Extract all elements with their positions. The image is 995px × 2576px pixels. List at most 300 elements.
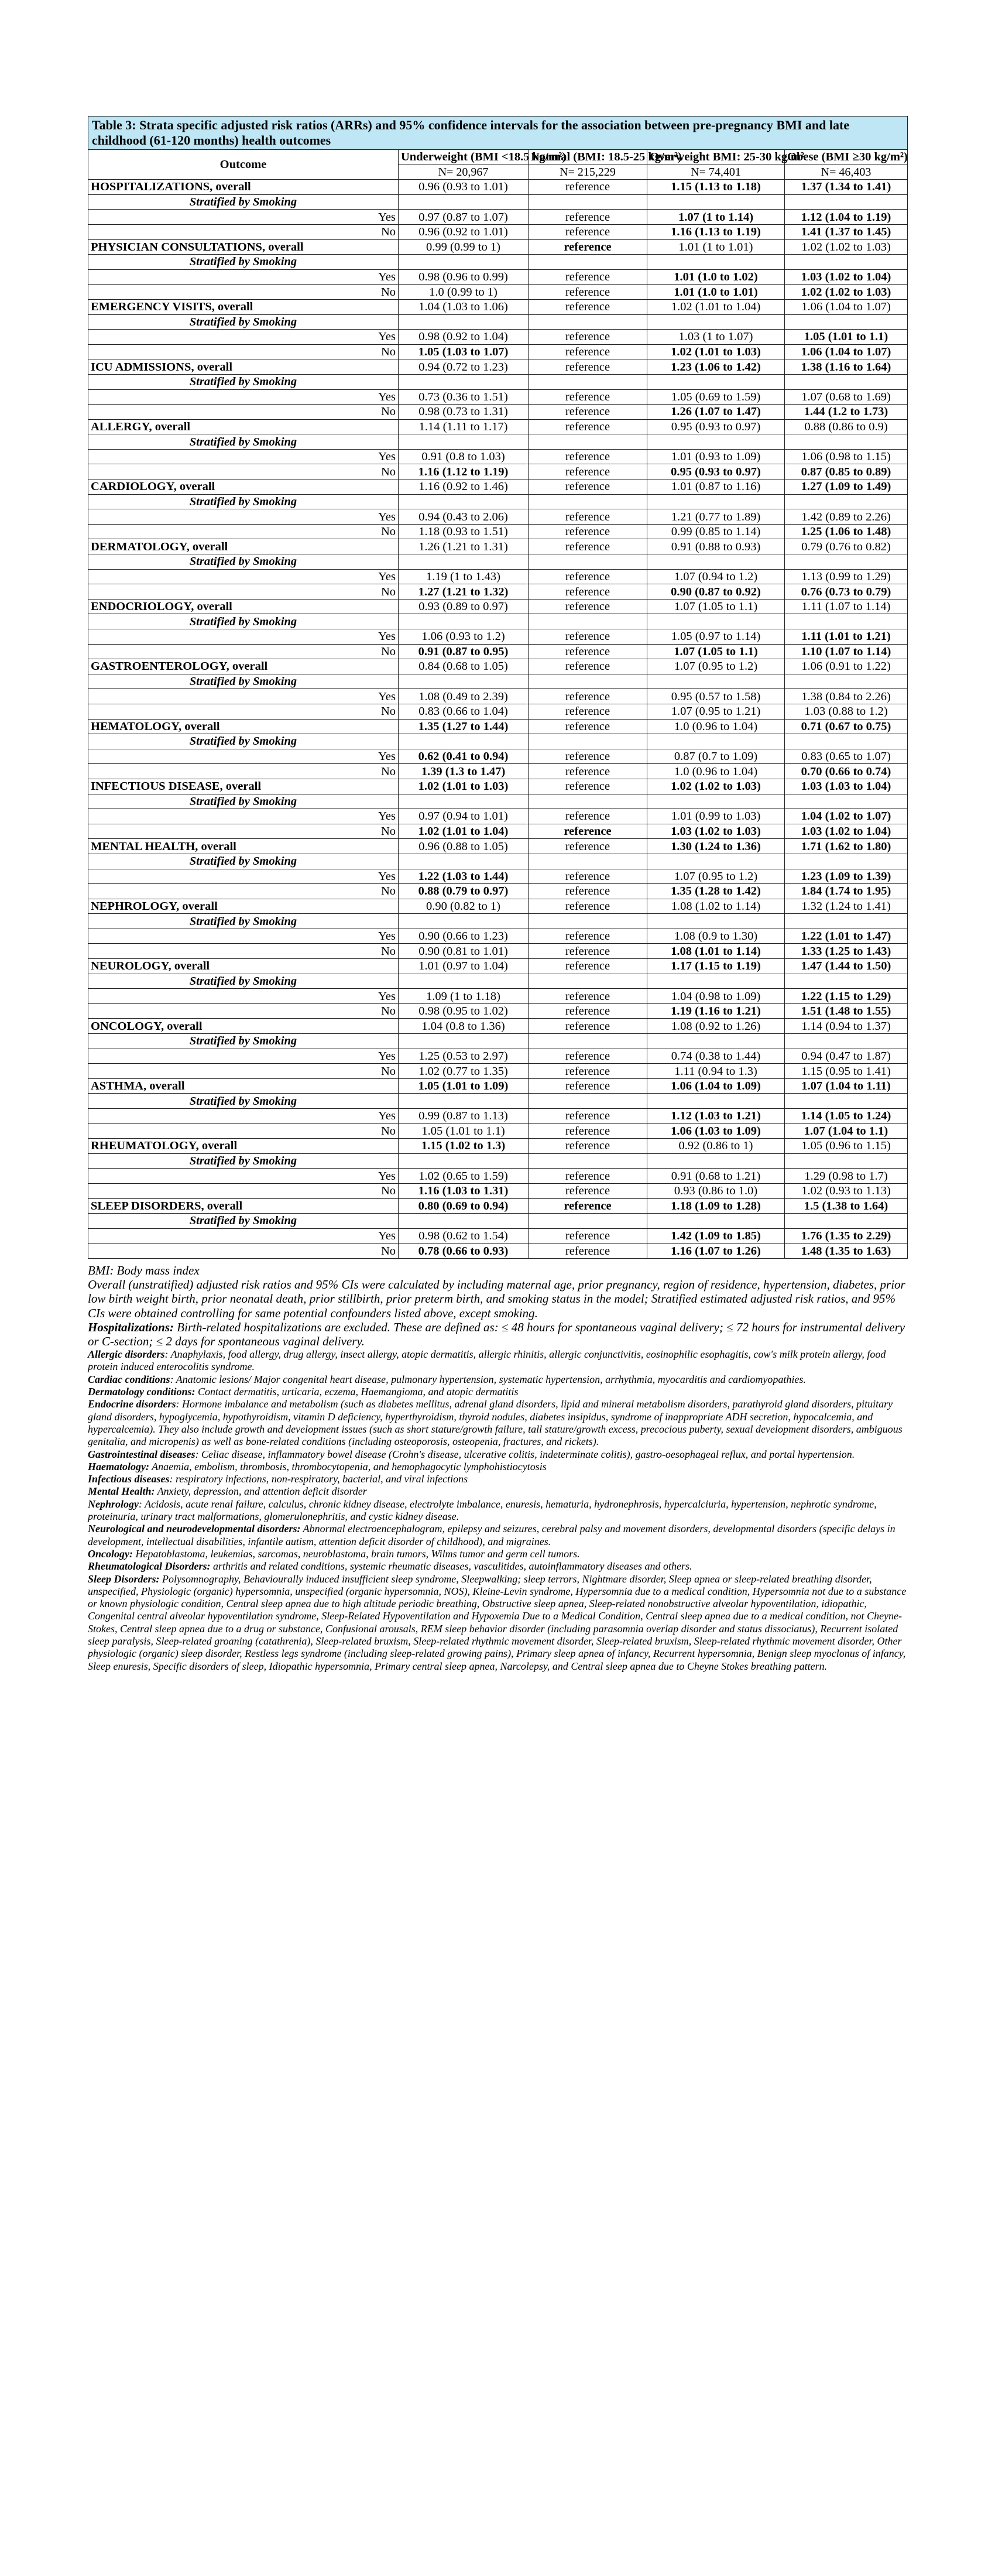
arr-cell: reference [529,269,647,285]
arr-cell: 1.07 (1 to 1.14) [647,210,785,225]
arr-cell: 1.05 (1.03 to 1.07) [399,344,529,359]
smoking-no-label: No [88,704,399,719]
arr-cell: reference [529,839,647,854]
arr-cell: 1.02 (0.65 to 1.59) [399,1169,529,1184]
arr-cell: 0.74 (0.38 to 1.44) [647,1049,785,1064]
arr-cell: 1.22 (1.03 to 1.44) [399,869,529,884]
smoking-no-label: No [88,285,399,300]
table-row [88,959,908,974]
arr-cell: 1.14 (0.94 to 1.37) [785,1019,908,1034]
outcome-label: GASTROENTEROLOGY, overall [88,659,399,674]
definition-item [88,1448,907,1461]
empty-cell [647,374,785,389]
table-row [88,1078,908,1094]
empty-cell [647,1153,785,1169]
empty-cell [529,914,647,929]
stratified-row [88,1094,908,1109]
smoking-no-label: No [88,344,399,359]
table-row [88,869,908,884]
smoking-no-label: No [88,224,399,239]
arr-cell: 1.02 (1.02 to 1.03) [647,779,785,794]
arr-cell: reference [529,1003,647,1019]
header-underweight: Underweight (BMI <18.5 kg/m²) [399,150,529,165]
arr-cell: 1.05 (0.69 to 1.59) [647,389,785,405]
arr-cell: 0.99 (0.99 to 1) [399,239,529,255]
arr-cell: 1.12 (1.03 to 1.21) [647,1109,785,1124]
stratified-label: Stratified by Smoking [88,255,399,270]
table-row [88,239,908,255]
stratified-row [88,734,908,749]
definition-text: : respiratory infections, non-respiratory, bacterial, and viral infections [169,1473,468,1485]
empty-cell [647,794,785,809]
empty-cell [399,674,529,689]
empty-cell [529,1214,647,1229]
empty-cell [785,1034,908,1049]
arr-cell: 0.78 (0.66 to 0.93) [399,1244,529,1259]
stratified-row [88,554,908,570]
arr-cell: 1.16 (1.12 to 1.19) [399,464,529,479]
table-row [88,764,908,779]
arr-cell: 0.91 (0.8 to 1.03) [399,449,529,464]
results-table [88,116,908,1259]
arr-cell: 1.07 (0.95 to 1.2) [647,869,785,884]
arr-cell: reference [529,1049,647,1064]
arr-cell: 1.29 (0.98 to 1.7) [785,1169,908,1184]
arr-cell: 1.07 (1.04 to 1.11) [785,1078,908,1094]
empty-cell [529,554,647,570]
note-method: Overall (unstratified) adjusted risk ratios and 95% CIs were calculated by including maternal age, prior pregnancy, region of residence, hypertension, diabetes, prior low birth weight birth, prior neonatal death, prior stillbirth, prior preterm birth, and smoking status in the model; Stratified estimated adjusted risk ratios, and 95% CIs were obtained controlling for same potential confounders listed above, except smoking. [88,1277,905,1320]
arr-cell: 1.07 (1.05 to 1.1) [647,599,785,614]
table-row [88,809,908,824]
empty-cell [399,1214,529,1229]
table-row [88,1064,908,1079]
empty-cell [647,194,785,210]
arr-cell: 1.17 (1.15 to 1.19) [647,959,785,974]
table-row [88,509,908,525]
table-row [88,599,908,614]
arr-cell: reference [529,524,647,539]
arr-cell: 1.08 (1.01 to 1.14) [647,944,785,959]
smoking-no-label: No [88,1123,399,1139]
arr-cell: 0.91 (0.68 to 1.21) [647,1169,785,1184]
table-row [88,299,908,314]
note-hospitalizations [88,1320,907,1348]
outcome-label: NEUROLOGY, overall [88,959,399,974]
arr-cell: 1.07 (1.05 to 1.1) [647,644,785,659]
arr-cell: 0.73 (0.36 to 1.51) [399,389,529,405]
arr-cell: reference [529,944,647,959]
definition-label: Oncology: [88,1547,133,1560]
smoking-yes-label: Yes [88,929,399,944]
arr-cell: 1.26 (1.07 to 1.47) [647,405,785,420]
definition-label: Rheumatological Disorders: [88,1560,211,1573]
outcome-label: ENDOCRIOLOGY, overall [88,599,399,614]
arr-cell: 0.93 (0.86 to 1.0) [647,1183,785,1198]
empty-cell [785,1153,908,1169]
arr-cell: reference [529,1123,647,1139]
arr-cell: 1.16 (1.13 to 1.19) [647,224,785,239]
empty-cell [647,494,785,509]
empty-cell [529,374,647,389]
arr-cell: reference [529,359,647,375]
outcome-label: HEMATOLOGY, overall [88,719,399,734]
empty-cell [647,434,785,450]
table-row [88,405,908,420]
arr-cell: reference [529,405,647,420]
arr-cell: 1.35 (1.28 to 1.42) [647,884,785,899]
arr-cell: 0.83 (0.65 to 1.07) [785,749,908,764]
arr-cell: 0.90 (0.81 to 1.01) [399,944,529,959]
note-hosp-text: Birth-related hospitalizations are excluded. These are defined as: ≤ 48 hours for spontaneous vaginal delivery; ≤ 72 hours for instrumental delivery or C-section; ≤ 2 days for spontaneous vaginal delivery. [88,1320,905,1348]
definition-text: Anaemia, embolism, thrombosis, thrombocytopenia, and hemophagocytic lymphohistiocytosis [149,1460,547,1472]
table-row [88,180,908,195]
arr-cell: 1.06 (0.98 to 1.15) [785,449,908,464]
empty-cell [399,255,529,270]
empty-cell [399,854,529,869]
arr-cell: 1.22 (1.01 to 1.47) [785,929,908,944]
table-row [88,899,908,914]
stratified-label: Stratified by Smoking [88,494,399,509]
stratified-label: Stratified by Smoking [88,674,399,689]
arr-cell: 0.90 (0.82 to 1) [399,899,529,914]
arr-cell: 1.02 (1.01 to 1.04) [647,299,785,314]
empty-cell [647,614,785,629]
arr-cell: 0.91 (0.88 to 0.93) [647,539,785,554]
outcome-label: ASTHMA, overall [88,1078,399,1094]
arr-cell: reference [529,1244,647,1259]
stratified-label: Stratified by Smoking [88,614,399,629]
arr-cell: 1.32 (1.24 to 1.41) [785,899,908,914]
stratified-label: Stratified by Smoking [88,1034,399,1049]
definition-item [88,1386,907,1398]
table-row [88,839,908,854]
arr-cell: 1.42 (1.09 to 1.85) [647,1228,785,1244]
definition-label: Dermatology conditions: [88,1386,195,1398]
outcome-label: RHEUMATOLOGY, overall [88,1139,399,1154]
smoking-yes-label: Yes [88,569,399,584]
arr-cell: 1.27 (1.09 to 1.49) [785,479,908,495]
arr-cell: reference [529,464,647,479]
empty-cell [529,194,647,210]
arr-cell: 0.90 (0.66 to 1.23) [399,929,529,944]
empty-cell [647,854,785,869]
arr-cell: 1.06 (0.93 to 1.2) [399,629,529,645]
definition-label: Infectious diseases [88,1473,170,1485]
table-row [88,584,908,600]
arr-cell: 1.01 (0.87 to 1.16) [647,479,785,495]
arr-cell: reference [529,285,647,300]
arr-cell: reference [529,869,647,884]
table-row [88,569,908,584]
arr-cell: 0.71 (0.67 to 0.75) [785,719,908,734]
arr-cell: 0.92 (0.86 to 1) [647,1139,785,1154]
arr-cell: 1.03 (0.88 to 1.2) [785,704,908,719]
arr-cell: 0.83 (0.66 to 1.04) [399,704,529,719]
arr-cell: 1.05 (1.01 to 1.09) [399,1078,529,1094]
arr-cell: 0.94 (0.72 to 1.23) [399,359,529,375]
arr-cell: 1.22 (1.15 to 1.29) [785,989,908,1004]
empty-cell [399,734,529,749]
table-row [88,749,908,764]
n-obese: N= 46,403 [785,165,908,180]
table-row [88,629,908,645]
empty-cell [785,854,908,869]
empty-cell [785,255,908,270]
arr-cell: reference [529,239,647,255]
definition-item [88,1348,907,1373]
empty-cell [785,974,908,989]
definition-item [88,1498,907,1523]
outcome-label: INFECTIOUS DISEASE, overall [88,779,399,794]
arr-cell: reference [529,1109,647,1124]
arr-cell: reference [529,584,647,600]
arr-cell: 1.02 (1.01 to 1.03) [647,344,785,359]
table-row [88,779,908,794]
empty-cell [647,1094,785,1109]
arr-cell: 1.42 (0.89 to 2.26) [785,509,908,525]
table-row [88,1003,908,1019]
arr-cell: reference [529,210,647,225]
empty-cell [529,614,647,629]
definition-label: Nephrology [88,1498,139,1510]
empty-cell [399,794,529,809]
empty-cell [785,914,908,929]
arr-cell: 0.96 (0.88 to 1.05) [399,839,529,854]
empty-cell [529,854,647,869]
stratified-row [88,1153,908,1169]
arr-cell: reference [529,1139,647,1154]
outcome-label: NEPHROLOGY, overall [88,899,399,914]
table-row [88,944,908,959]
definition-item [88,1573,907,1673]
arr-cell: 0.95 (0.93 to 0.97) [647,464,785,479]
n-normal: N= 215,229 [529,165,647,180]
empty-cell [647,1214,785,1229]
arr-cell: 1.30 (1.24 to 1.36) [647,839,785,854]
arr-cell: 1.18 (0.93 to 1.51) [399,524,529,539]
arr-cell: 0.80 (0.69 to 0.94) [399,1198,529,1214]
table-row [88,419,908,434]
stratified-row [88,494,908,509]
stratified-row [88,794,908,809]
arr-cell: 1.14 (1.11 to 1.17) [399,419,529,434]
arr-cell: 0.87 (0.7 to 1.09) [647,749,785,764]
empty-cell [529,1094,647,1109]
empty-cell [529,255,647,270]
empty-cell [529,734,647,749]
arr-cell: 1.51 (1.48 to 1.55) [785,1003,908,1019]
arr-cell: 1.84 (1.74 to 1.95) [785,884,908,899]
arr-cell: 1.26 (1.21 to 1.31) [399,539,529,554]
arr-cell: 1.19 (1.16 to 1.21) [647,1003,785,1019]
smoking-no-label: No [88,764,399,779]
arr-cell: reference [529,389,647,405]
outcome-label: ONCOLOGY, overall [88,1019,399,1034]
stratified-label: Stratified by Smoking [88,374,399,389]
arr-cell: 0.98 (0.92 to 1.04) [399,330,529,345]
arr-cell: 1.01 (0.99 to 1.03) [647,809,785,824]
outcome-label: EMERGENCY VISITS, overall [88,299,399,314]
outcome-label: DERMATOLOGY, overall [88,539,399,554]
n-underweight: N= 20,967 [399,165,529,180]
table-row [88,285,908,300]
arr-cell: 1.15 (1.02 to 1.3) [399,1139,529,1154]
arr-cell: 1.11 (1.07 to 1.14) [785,599,908,614]
table-row [88,330,908,345]
smoking-yes-label: Yes [88,1228,399,1244]
arr-cell: reference [529,764,647,779]
arr-cell: 0.95 (0.93 to 0.97) [647,419,785,434]
arr-cell: 1.04 (0.98 to 1.09) [647,989,785,1004]
arr-cell: 1.10 (1.07 to 1.14) [785,644,908,659]
definition-label: Allergic disorders [88,1348,165,1361]
outcome-label: HOSPITALIZATIONS, overall [88,180,399,195]
arr-cell: 1.13 (0.99 to 1.29) [785,569,908,584]
stratified-label: Stratified by Smoking [88,1214,399,1229]
arr-cell: 1.0 (0.99 to 1) [399,285,529,300]
definition-text: : Celiac disease, inflammatory bowel disease (Crohn's disease, ulcerative colitis, indeterminate colitis), gastro-oesophageal reflux, and portal hypertension. [195,1448,855,1460]
table-row [88,704,908,719]
arr-cell: 1.15 (0.95 to 1.41) [785,1064,908,1079]
arr-cell: 1.23 (1.09 to 1.39) [785,869,908,884]
arr-cell: 1.08 (1.02 to 1.14) [647,899,785,914]
arr-cell: 1.03 (1.02 to 1.04) [785,269,908,285]
arr-cell: 1.23 (1.06 to 1.42) [647,359,785,375]
empty-cell [647,974,785,989]
arr-cell: 0.97 (0.87 to 1.07) [399,210,529,225]
arr-cell: 1.07 (0.95 to 1.21) [647,704,785,719]
arr-cell: reference [529,1078,647,1094]
arr-cell: 1.15 (1.13 to 1.18) [647,180,785,195]
empty-cell [647,314,785,330]
arr-cell: 1.02 (1.01 to 1.04) [399,824,529,839]
stratified-label: Stratified by Smoking [88,434,399,450]
stratified-row [88,854,908,869]
table-row [88,689,908,704]
arr-cell: 1.38 (0.84 to 2.26) [785,689,908,704]
stratified-label: Stratified by Smoking [88,794,399,809]
arr-cell: reference [529,1064,647,1079]
arr-cell: 1.02 (0.77 to 1.35) [399,1064,529,1079]
definition-text: Anxiety, depression, and attention deficit disorder [155,1485,367,1498]
empty-cell [399,434,529,450]
definition-item [88,1398,907,1448]
arr-cell: reference [529,644,647,659]
outcome-label: CARDIOLOGY, overall [88,479,399,495]
arr-cell: 1.04 (0.8 to 1.36) [399,1019,529,1034]
arr-cell: 1.01 (0.97 to 1.04) [399,959,529,974]
arr-cell: 0.76 (0.73 to 0.79) [785,584,908,600]
definition-item [88,1523,907,1548]
arr-cell: reference [529,299,647,314]
outcome-label: ICU ADMISSIONS, overall [88,359,399,375]
definition-label: Sleep Disorders: [88,1573,160,1585]
empty-cell [785,194,908,210]
empty-cell [647,674,785,689]
arr-cell: reference [529,704,647,719]
arr-cell: 1.38 (1.16 to 1.64) [785,359,908,375]
arr-cell: reference [529,539,647,554]
smoking-no-label: No [88,1183,399,1198]
empty-cell [529,1153,647,1169]
arr-cell: reference [529,824,647,839]
table-row [88,479,908,495]
arr-cell: 0.91 (0.87 to 0.95) [399,644,529,659]
arr-cell: reference [529,449,647,464]
empty-cell [399,974,529,989]
empty-cell [785,674,908,689]
arr-cell: 1.08 (0.9 to 1.30) [647,929,785,944]
empty-cell [399,554,529,570]
arr-cell: 1.71 (1.62 to 1.80) [785,839,908,854]
definition-text: Hepatoblastoma, leukemias, sarcomas, neuroblastoma, brain tumors, Wilms tumor and germ cell tumors. [132,1547,580,1560]
smoking-yes-label: Yes [88,449,399,464]
empty-cell [785,434,908,450]
table-row [88,224,908,239]
empty-cell [785,554,908,570]
arr-cell: 0.99 (0.87 to 1.13) [399,1109,529,1124]
arr-cell: reference [529,180,647,195]
empty-cell [399,1153,529,1169]
arr-cell: 0.98 (0.95 to 1.02) [399,1003,529,1019]
arr-cell: 1.21 (0.77 to 1.89) [647,509,785,525]
stratified-label: Stratified by Smoking [88,854,399,869]
smoking-yes-label: Yes [88,989,399,1004]
empty-cell [785,1094,908,1109]
smoking-no-label: No [88,584,399,600]
arr-cell: 0.84 (0.68 to 1.05) [399,659,529,674]
arr-cell: 1.08 (0.92 to 1.26) [647,1019,785,1034]
arr-cell: 1.02 (1.02 to 1.03) [785,285,908,300]
definition-text: : Anatomic lesions/ Major congenital heart disease, pulmonary hypertension, systematic hypertension, arrhythmia, myocarditis and cardiomyopathies. [170,1373,806,1385]
arr-cell: 1.18 (1.09 to 1.28) [647,1198,785,1214]
arr-cell: 1.03 (1.03 to 1.04) [785,779,908,794]
arr-cell: 1.06 (1.04 to 1.09) [647,1078,785,1094]
arr-cell: 1.44 (1.2 to 1.73) [785,405,908,420]
arr-cell: 0.88 (0.79 to 0.97) [399,884,529,899]
arr-cell: reference [529,569,647,584]
table-row [88,359,908,375]
arr-cell: reference [529,509,647,525]
arr-cell: 1.16 (1.03 to 1.31) [399,1183,529,1198]
empty-cell [399,314,529,330]
arr-cell: 1.06 (1.04 to 1.07) [785,344,908,359]
definition-item [88,1373,907,1386]
definition-item [88,1485,907,1498]
table-row [88,1019,908,1034]
stratified-row [88,434,908,450]
arr-cell: reference [529,224,647,239]
arr-cell: 1.14 (1.05 to 1.24) [785,1109,908,1124]
definition-item [88,1548,907,1560]
smoking-yes-label: Yes [88,809,399,824]
arr-cell: 0.93 (0.89 to 0.97) [399,599,529,614]
note-bmi: BMI: Body mass index [88,1263,200,1277]
arr-cell: 1.19 (1 to 1.43) [399,569,529,584]
empty-cell [785,794,908,809]
header-obese: Obese (BMI ≥30 kg/m²) [785,150,908,165]
smoking-no-label: No [88,824,399,839]
stratified-label: Stratified by Smoking [88,1094,399,1109]
table-row [88,1198,908,1214]
arr-cell: 0.88 (0.86 to 0.9) [785,419,908,434]
arr-cell: 0.99 (0.85 to 1.14) [647,524,785,539]
arr-cell: reference [529,689,647,704]
arr-cell: 1.03 (1.02 to 1.03) [647,824,785,839]
outcome-label: ALLERGY, overall [88,419,399,434]
arr-cell: 1.01 (1.0 to 1.01) [647,285,785,300]
empty-cell [399,1034,529,1049]
